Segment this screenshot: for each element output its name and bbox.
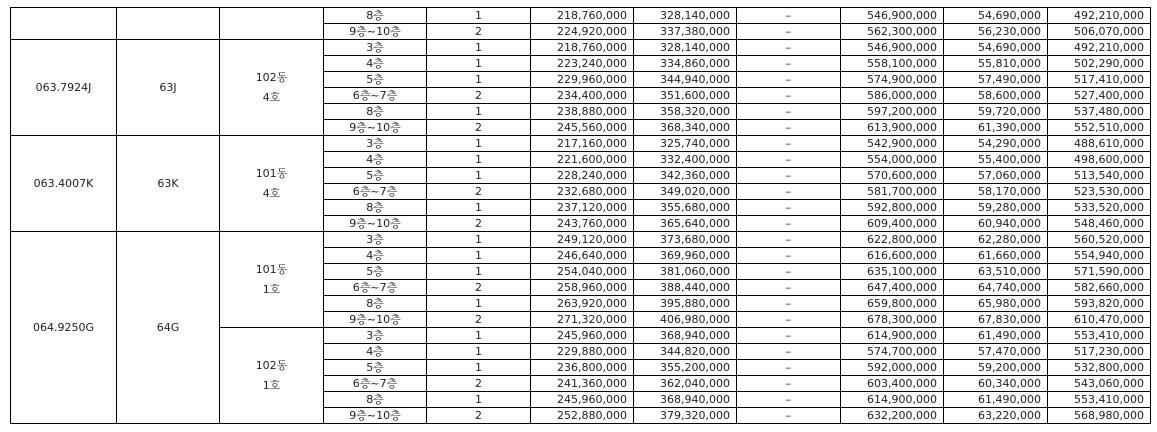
vat-cell: – — [737, 72, 841, 88]
units-cell: 1 — [427, 168, 531, 184]
land-price-cell: 249,120,000 — [531, 232, 634, 248]
floor-cell: 9층~10층 — [324, 120, 427, 136]
vat-cell: – — [737, 376, 841, 392]
land-price-cell: 252,880,000 — [531, 408, 634, 424]
units-cell: 1 — [427, 328, 531, 344]
building-price-cell: 373,680,000 — [634, 232, 737, 248]
vat-cell: – — [737, 136, 841, 152]
building-price-cell: 342,360,000 — [634, 168, 737, 184]
floor-cell: 8층 — [324, 296, 427, 312]
deposit-cell: 58,170,000 — [944, 184, 1048, 200]
vat-cell: – — [737, 312, 841, 328]
balance-cell: 517,230,000 — [1048, 344, 1151, 360]
vat-cell: – — [737, 248, 841, 264]
land-price-cell: 218,760,000 — [531, 8, 634, 24]
building-price-cell: 334,860,000 — [634, 56, 737, 72]
vat-cell: – — [737, 360, 841, 376]
units-cell: 1 — [427, 344, 531, 360]
building-price-cell: 362,040,000 — [634, 376, 737, 392]
units-cell: 1 — [427, 152, 531, 168]
land-price-cell: 241,360,000 — [531, 376, 634, 392]
vat-cell: – — [737, 344, 841, 360]
floor-cell: 8층 — [324, 200, 427, 216]
vat-cell: – — [737, 392, 841, 408]
building-price-cell: 344,820,000 — [634, 344, 737, 360]
vat-cell: – — [737, 408, 841, 424]
total-price-cell: 603,400,000 — [841, 376, 944, 392]
floor-cell: 5층 — [324, 264, 427, 280]
floor-cell: 9층~10층 — [324, 24, 427, 40]
total-price-cell: 597,200,000 — [841, 104, 944, 120]
balance-cell: 492,210,000 — [1048, 8, 1151, 24]
units-cell: 2 — [427, 280, 531, 296]
deposit-cell: 55,400,000 — [944, 152, 1048, 168]
building-price-cell: 328,140,000 — [634, 8, 737, 24]
dong-ho-cell — [220, 40, 324, 136]
vat-cell: – — [737, 152, 841, 168]
land-price-cell: 238,880,000 — [531, 104, 634, 120]
dong-label: 102동 — [255, 70, 288, 84]
building-price-cell: 395,880,000 — [634, 296, 737, 312]
total-price-cell: 586,000,000 — [841, 88, 944, 104]
dong-ho-cell — [220, 8, 324, 40]
total-price-cell: 622,800,000 — [841, 232, 944, 248]
dong-ho-cell — [220, 232, 324, 328]
dong-ho-cell — [220, 136, 324, 232]
area-cell — [11, 8, 117, 40]
land-price-cell: 254,040,000 — [531, 264, 634, 280]
total-price-cell: 546,900,000 — [841, 40, 944, 56]
units-cell: 1 — [427, 200, 531, 216]
floor-cell: 6층~7층 — [324, 376, 427, 392]
balance-cell: 513,540,000 — [1048, 168, 1151, 184]
total-price-cell: 581,700,000 — [841, 184, 944, 200]
floor-cell: 3층 — [324, 136, 427, 152]
deposit-cell: 54,690,000 — [944, 8, 1048, 24]
land-price-cell: 245,960,000 — [531, 328, 634, 344]
deposit-cell: 65,980,000 — [944, 296, 1048, 312]
land-price-cell: 245,960,000 — [531, 392, 634, 408]
units-cell: 2 — [427, 408, 531, 424]
floor-cell: 8층 — [324, 392, 427, 408]
price-table — [10, 7, 1151, 424]
table-row — [11, 232, 1151, 248]
balance-cell: 533,520,000 — [1048, 200, 1151, 216]
units-cell: 1 — [427, 8, 531, 24]
table-row — [11, 8, 1151, 24]
total-price-cell: 635,100,000 — [841, 264, 944, 280]
building-price-cell: 325,740,000 — [634, 136, 737, 152]
land-price-cell: 237,120,000 — [531, 200, 634, 216]
land-price-cell: 217,160,000 — [531, 136, 634, 152]
land-price-cell: 234,400,000 — [531, 88, 634, 104]
total-price-cell: 542,900,000 — [841, 136, 944, 152]
table-row — [11, 40, 1151, 56]
deposit-cell: 59,720,000 — [944, 104, 1048, 120]
ho-label: 4호 — [262, 90, 281, 104]
floor-cell: 8층 — [324, 8, 427, 24]
building-price-cell: 406,980,000 — [634, 312, 737, 328]
vat-cell: – — [737, 216, 841, 232]
area-cell: 063.7924J — [11, 40, 117, 136]
deposit-cell: 67,830,000 — [944, 312, 1048, 328]
total-price-cell: 647,400,000 — [841, 280, 944, 296]
vat-cell: – — [737, 8, 841, 24]
balance-cell: 553,410,000 — [1048, 328, 1151, 344]
units-cell: 1 — [427, 40, 531, 56]
floor-cell: 5층 — [324, 168, 427, 184]
units-cell: 1 — [427, 136, 531, 152]
balance-cell: 571,590,000 — [1048, 264, 1151, 280]
units-cell: 1 — [427, 392, 531, 408]
land-price-cell: 243,760,000 — [531, 216, 634, 232]
total-price-cell: 592,000,000 — [841, 360, 944, 376]
balance-cell: 532,800,000 — [1048, 360, 1151, 376]
type-cell: 63K — [117, 136, 220, 232]
deposit-cell: 54,690,000 — [944, 40, 1048, 56]
floor-cell: 6층~7층 — [324, 184, 427, 200]
units-cell: 2 — [427, 120, 531, 136]
balance-cell: 488,610,000 — [1048, 136, 1151, 152]
total-price-cell: 562,300,000 — [841, 24, 944, 40]
balance-cell: 554,940,000 — [1048, 248, 1151, 264]
building-price-cell: 369,960,000 — [634, 248, 737, 264]
deposit-cell: 57,490,000 — [944, 72, 1048, 88]
deposit-cell: 54,290,000 — [944, 136, 1048, 152]
deposit-cell: 61,490,000 — [944, 328, 1048, 344]
units-cell: 1 — [427, 360, 531, 376]
floor-cell: 4층 — [324, 248, 427, 264]
units-cell: 1 — [427, 264, 531, 280]
building-price-cell: 351,600,000 — [634, 88, 737, 104]
building-price-cell: 349,020,000 — [634, 184, 737, 200]
building-price-cell: 355,680,000 — [634, 200, 737, 216]
balance-cell: 498,600,000 — [1048, 152, 1151, 168]
building-price-cell: 368,940,000 — [634, 392, 737, 408]
floor-cell: 9층~10층 — [324, 408, 427, 424]
dong-label: 101동 — [255, 166, 288, 180]
deposit-cell: 63,510,000 — [944, 264, 1048, 280]
building-price-cell: 368,940,000 — [634, 328, 737, 344]
balance-cell: 502,290,000 — [1048, 56, 1151, 72]
balance-cell: 506,070,000 — [1048, 24, 1151, 40]
land-price-cell: 228,240,000 — [531, 168, 634, 184]
balance-cell: 492,210,000 — [1048, 40, 1151, 56]
balance-cell: 553,410,000 — [1048, 392, 1151, 408]
floor-cell: 4층 — [324, 344, 427, 360]
building-price-cell: 358,320,000 — [634, 104, 737, 120]
floor-cell: 5층 — [324, 360, 427, 376]
land-price-cell: 218,760,000 — [531, 40, 634, 56]
land-price-cell: 245,560,000 — [531, 120, 634, 136]
building-price-cell: 355,200,000 — [634, 360, 737, 376]
total-price-cell: 546,900,000 — [841, 8, 944, 24]
building-price-cell: 365,640,000 — [634, 216, 737, 232]
dong-label: 102동 — [255, 358, 288, 372]
type-cell: 64G — [117, 232, 220, 424]
deposit-cell: 55,810,000 — [944, 56, 1048, 72]
deposit-cell: 61,490,000 — [944, 392, 1048, 408]
type-cell — [117, 8, 220, 40]
land-price-cell: 223,240,000 — [531, 56, 634, 72]
ho-label: 1호 — [262, 378, 281, 392]
floor-cell: 3층 — [324, 40, 427, 56]
vat-cell: – — [737, 184, 841, 200]
deposit-cell: 62,280,000 — [944, 232, 1048, 248]
total-price-cell: 614,900,000 — [841, 392, 944, 408]
vat-cell: – — [737, 40, 841, 56]
vat-cell: – — [737, 200, 841, 216]
land-price-cell: 229,960,000 — [531, 72, 634, 88]
area-cell: 064.9250G — [11, 232, 117, 424]
ho-label: 4호 — [262, 186, 281, 200]
units-cell: 1 — [427, 232, 531, 248]
dong-label: 101동 — [255, 262, 288, 276]
total-price-cell: 614,900,000 — [841, 328, 944, 344]
units-cell: 1 — [427, 104, 531, 120]
land-price-cell: 236,800,000 — [531, 360, 634, 376]
floor-cell: 6층~7층 — [324, 280, 427, 296]
deposit-cell: 57,060,000 — [944, 168, 1048, 184]
vat-cell: – — [737, 264, 841, 280]
vat-cell: – — [737, 280, 841, 296]
floor-cell: 9층~10층 — [324, 312, 427, 328]
balance-cell: 593,820,000 — [1048, 296, 1151, 312]
vat-cell: – — [737, 232, 841, 248]
price-table-body — [11, 8, 1151, 424]
deposit-cell: 59,200,000 — [944, 360, 1048, 376]
land-price-cell: 224,920,000 — [531, 24, 634, 40]
balance-cell: 527,400,000 — [1048, 88, 1151, 104]
floor-cell: 6층~7층 — [324, 88, 427, 104]
units-cell: 1 — [427, 56, 531, 72]
building-price-cell: 368,340,000 — [634, 120, 737, 136]
land-price-cell: 246,640,000 — [531, 248, 634, 264]
vat-cell: – — [737, 24, 841, 40]
land-price-cell: 229,880,000 — [531, 344, 634, 360]
total-price-cell: 570,600,000 — [841, 168, 944, 184]
vat-cell: – — [737, 168, 841, 184]
land-price-cell: 271,320,000 — [531, 312, 634, 328]
vat-cell: – — [737, 88, 841, 104]
balance-cell: 543,060,000 — [1048, 376, 1151, 392]
total-price-cell: 659,800,000 — [841, 296, 944, 312]
ho-label: 1호 — [262, 282, 281, 296]
floor-cell: 9층~10층 — [324, 216, 427, 232]
total-price-cell: 558,100,000 — [841, 56, 944, 72]
vat-cell: – — [737, 104, 841, 120]
land-price-cell: 232,680,000 — [531, 184, 634, 200]
floor-cell: 4층 — [324, 56, 427, 72]
building-price-cell: 379,320,000 — [634, 408, 737, 424]
total-price-cell: 574,700,000 — [841, 344, 944, 360]
balance-cell: 537,480,000 — [1048, 104, 1151, 120]
building-price-cell: 381,060,000 — [634, 264, 737, 280]
total-price-cell: 616,600,000 — [841, 248, 944, 264]
dong-ho-cell — [220, 328, 324, 424]
balance-cell: 560,520,000 — [1048, 232, 1151, 248]
units-cell: 1 — [427, 72, 531, 88]
units-cell: 2 — [427, 376, 531, 392]
total-price-cell: 592,800,000 — [841, 200, 944, 216]
units-cell: 2 — [427, 88, 531, 104]
table-row — [11, 136, 1151, 152]
floor-cell: 3층 — [324, 328, 427, 344]
land-price-cell: 258,960,000 — [531, 280, 634, 296]
floor-cell: 8층 — [324, 104, 427, 120]
floor-cell: 4층 — [324, 152, 427, 168]
deposit-cell: 59,280,000 — [944, 200, 1048, 216]
units-cell: 2 — [427, 312, 531, 328]
total-price-cell: 678,300,000 — [841, 312, 944, 328]
deposit-cell: 64,740,000 — [944, 280, 1048, 296]
units-cell: 1 — [427, 296, 531, 312]
balance-cell: 610,470,000 — [1048, 312, 1151, 328]
building-price-cell: 344,940,000 — [634, 72, 737, 88]
type-cell: 63J — [117, 40, 220, 136]
deposit-cell: 56,230,000 — [944, 24, 1048, 40]
total-price-cell: 632,200,000 — [841, 408, 944, 424]
units-cell: 1 — [427, 248, 531, 264]
land-price-cell: 263,920,000 — [531, 296, 634, 312]
building-price-cell: 332,400,000 — [634, 152, 737, 168]
total-price-cell: 574,900,000 — [841, 72, 944, 88]
balance-cell: 552,510,000 — [1048, 120, 1151, 136]
vat-cell: – — [737, 56, 841, 72]
deposit-cell: 58,600,000 — [944, 88, 1048, 104]
floor-cell: 5층 — [324, 72, 427, 88]
deposit-cell: 60,340,000 — [944, 376, 1048, 392]
deposit-cell: 60,940,000 — [944, 216, 1048, 232]
deposit-cell: 57,470,000 — [944, 344, 1048, 360]
balance-cell: 582,660,000 — [1048, 280, 1151, 296]
total-price-cell: 554,000,000 — [841, 152, 944, 168]
balance-cell: 548,460,000 — [1048, 216, 1151, 232]
floor-cell: 3층 — [324, 232, 427, 248]
building-price-cell: 328,140,000 — [634, 40, 737, 56]
building-price-cell: 337,380,000 — [634, 24, 737, 40]
deposit-cell: 63,220,000 — [944, 408, 1048, 424]
balance-cell: 517,410,000 — [1048, 72, 1151, 88]
building-price-cell: 388,440,000 — [634, 280, 737, 296]
total-price-cell: 609,400,000 — [841, 216, 944, 232]
total-price-cell: 613,900,000 — [841, 120, 944, 136]
vat-cell: – — [737, 296, 841, 312]
vat-cell: – — [737, 328, 841, 344]
units-cell: 2 — [427, 24, 531, 40]
deposit-cell: 61,660,000 — [944, 248, 1048, 264]
units-cell: 2 — [427, 184, 531, 200]
area-cell: 063.4007K — [11, 136, 117, 232]
balance-cell: 523,530,000 — [1048, 184, 1151, 200]
deposit-cell: 61,390,000 — [944, 120, 1048, 136]
balance-cell: 568,980,000 — [1048, 408, 1151, 424]
vat-cell: – — [737, 120, 841, 136]
units-cell: 2 — [427, 216, 531, 232]
land-price-cell: 221,600,000 — [531, 152, 634, 168]
